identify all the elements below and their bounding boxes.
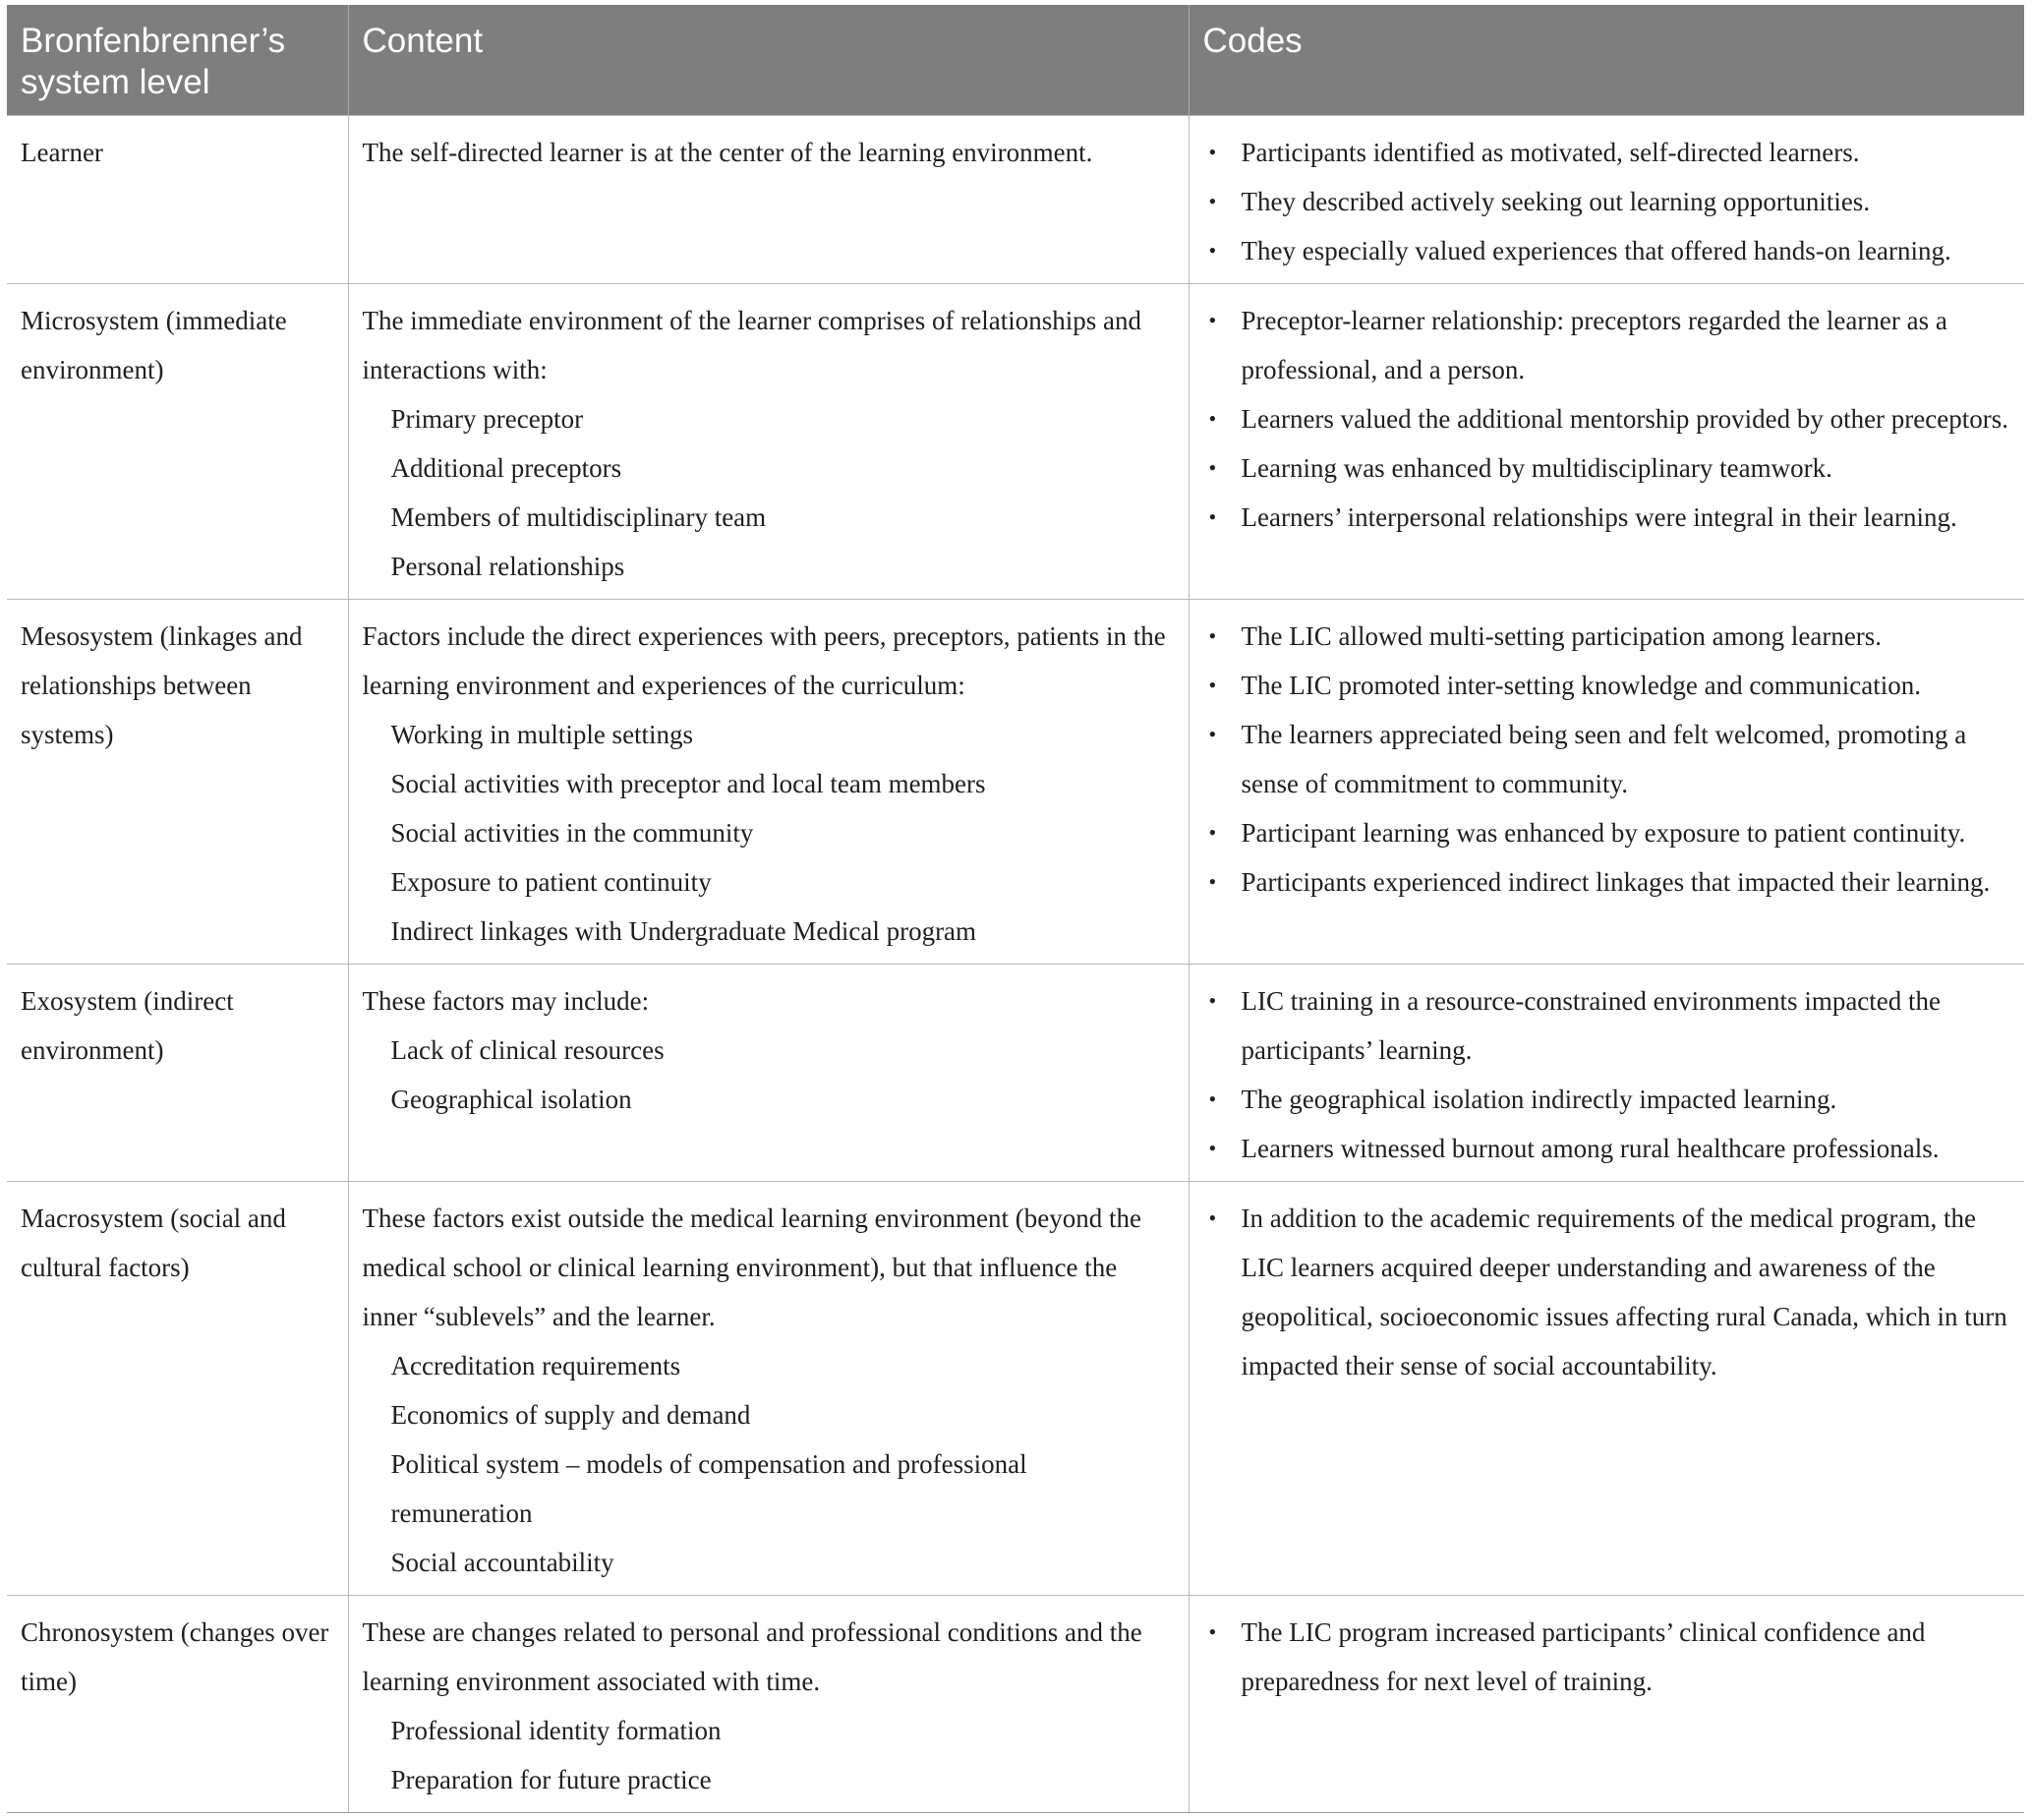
code-bullet-item: • The LIC promoted inter-setting knowledge and communication. xyxy=(1203,661,2011,710)
table-header xyxy=(7,5,2024,116)
code-bullet-item: • Participants experienced indirect linkages that impacted their learning. xyxy=(1203,857,2011,907)
content-subitem: Preparation for future practice xyxy=(390,1765,712,1794)
code-bullet-item: • LIC training in a resource-constrained environments impacted the participants’ learning. xyxy=(1203,976,2011,1075)
content-subitem: Personal relationships xyxy=(390,552,625,581)
content-cell xyxy=(348,600,1189,965)
content-intro: These are changes related to personal and professional conditions and the learning environment associated with time. xyxy=(362,1617,1142,1696)
code-bullet-item: • The geographical isolation indirectly impacted learning. xyxy=(1203,1075,2011,1124)
content-subitem: Lack of clinical resources xyxy=(390,1035,665,1065)
table-row xyxy=(7,1596,2024,1813)
codes-list xyxy=(1203,296,2011,542)
content-subitem: Social activities in the community xyxy=(390,818,754,848)
content-subitem: Additional preceptors xyxy=(390,453,622,483)
content-intro: These factors may include: xyxy=(362,986,650,1016)
code-bullet-item: • They especially valued experiences that offered hands-on learning. xyxy=(1203,226,2011,275)
codes-list xyxy=(1203,1608,2011,1706)
codes-cell xyxy=(1189,1182,2024,1596)
table-row xyxy=(7,1182,2024,1596)
bronfenbrenner-table xyxy=(7,5,2024,1813)
system-level-cell: Chronosystem (changes over time) xyxy=(7,1596,348,1813)
system-level-cell: Learner xyxy=(7,116,348,284)
table-row xyxy=(7,284,2024,600)
codes-list xyxy=(1203,612,2011,907)
code-bullet-item: • Participants identified as motivated, self-directed learners. xyxy=(1203,128,2011,177)
codes-cell xyxy=(1189,116,2024,284)
header-row xyxy=(7,5,2024,116)
header-system-level: Bronfenbrenner’s system level xyxy=(7,5,348,116)
system-level-cell: Exosystem (indirect environment) xyxy=(7,965,348,1182)
table-row xyxy=(7,600,2024,965)
content-intro: The immediate environment of the learner comprises of relationships and interactions with: xyxy=(362,306,1141,384)
content-cell xyxy=(348,284,1189,600)
codes-cell xyxy=(1189,1596,2024,1813)
code-bullet-item: • In addition to the academic requirements of the medical program, the LIC learners acquired deeper understanding and awareness of the geopolitical, socioeconomic issues affecting rural Canada, which in turn impacted their sense of social accountability. xyxy=(1203,1194,2011,1390)
content-subitem: Political system – models of compensation and professional remuneration xyxy=(390,1449,1027,1528)
code-bullet-item: • Learners witnessed burnout among rural healthcare professionals. xyxy=(1203,1124,2011,1173)
codes-list xyxy=(1203,1194,2011,1390)
table-body xyxy=(7,116,2024,1813)
content-intro: The self-directed learner is at the center of the learning environment. xyxy=(362,138,1093,167)
system-level-cell: Macrosystem (social and cultural factors) xyxy=(7,1182,348,1596)
code-bullet-item: • Learners’ interpersonal relationships were integral in their learning. xyxy=(1203,493,2011,542)
codes-cell xyxy=(1189,284,2024,600)
system-level-cell: Mesosystem (linkages and relationships between systems) xyxy=(7,600,348,965)
table-row xyxy=(7,965,2024,1182)
content-subitem: Professional identity formation xyxy=(390,1716,722,1745)
table-row xyxy=(7,116,2024,284)
code-bullet-item: • The learners appreciated being seen and felt welcomed, promoting a sense of commitment to community. xyxy=(1203,710,2011,808)
content-subitem: Primary preceptor xyxy=(390,404,584,434)
content-subitem: Geographical isolation xyxy=(390,1085,632,1114)
code-bullet-item: • Preceptor-learner relationship: preceptors regarded the learner as a professional, and a person. xyxy=(1203,296,2011,394)
codes-list xyxy=(1203,976,2011,1173)
code-bullet-item: • Participant learning was enhanced by exposure to patient continuity. xyxy=(1203,808,2011,857)
codes-list xyxy=(1203,128,2011,275)
content-subitem: Accreditation requirements xyxy=(390,1351,681,1380)
header-codes: Codes xyxy=(1189,5,2024,116)
content-cell xyxy=(348,965,1189,1182)
header-content: Content xyxy=(348,5,1189,116)
content-intro: Factors include the direct experiences with peers, preceptors, patients in the learning environment and experiences of the curriculum: xyxy=(362,621,1166,700)
content-cell xyxy=(348,1182,1189,1596)
content-subitem: Social accountability xyxy=(390,1548,614,1577)
content-subitem: Working in multiple settings xyxy=(390,720,694,749)
system-level-cell: Microsystem (immediate environment) xyxy=(7,284,348,600)
content-intro: These factors exist outside the medical learning environment (beyond the medical school or clinical learning environment), but that influence the inner “sublevels” and the learner. xyxy=(362,1204,1141,1331)
code-bullet-item: • Learners valued the additional mentorship provided by other preceptors. xyxy=(1203,394,2011,443)
code-bullet-item: • The LIC program increased participants’ clinical confidence and preparedness for next level of training. xyxy=(1203,1608,2011,1706)
codes-cell xyxy=(1189,600,2024,965)
content-cell xyxy=(348,116,1189,284)
content-subitem: Indirect linkages with Undergraduate Medical program xyxy=(390,916,977,946)
content-subitem: Social activities with preceptor and local team members xyxy=(390,769,986,798)
code-bullet-item: • The LIC allowed multi-setting participation among learners. xyxy=(1203,612,2011,661)
code-bullet-item: • They described actively seeking out learning opportunities. xyxy=(1203,177,2011,226)
content-subitem: Members of multidisciplinary team xyxy=(390,502,767,532)
content-subitem: Economics of supply and demand xyxy=(390,1400,751,1430)
codes-cell xyxy=(1189,965,2024,1182)
data-table-container xyxy=(7,5,2024,1813)
code-bullet-item: • Learning was enhanced by multidisciplinary teamwork. xyxy=(1203,443,2011,493)
content-subitem: Exposure to patient continuity xyxy=(390,867,712,897)
content-cell xyxy=(348,1596,1189,1813)
